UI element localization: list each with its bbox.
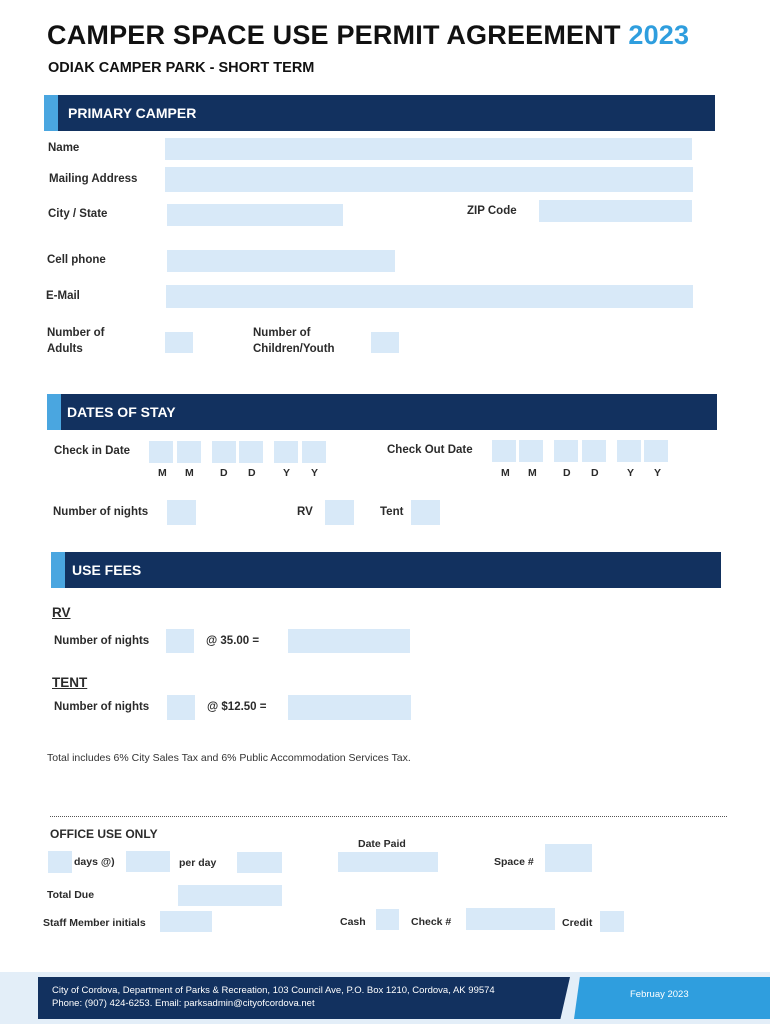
name-field[interactable] bbox=[165, 138, 692, 160]
section-header-use-fees bbox=[65, 552, 721, 588]
check-in-m2-box[interactable] bbox=[177, 441, 201, 463]
check-in-letter-d2: D bbox=[248, 467, 256, 479]
check-in-label: Check in Date bbox=[54, 445, 131, 457]
tent-fee-heading: TENT bbox=[52, 675, 88, 690]
check-in-y2-box[interactable] bbox=[302, 441, 326, 463]
children-label bbox=[253, 325, 335, 357]
stay-nights-field[interactable] bbox=[167, 500, 196, 525]
section-header-dates-of-stay bbox=[61, 394, 717, 430]
check-in-letter-m2: M bbox=[185, 467, 194, 479]
check-out-m2-box[interactable] bbox=[519, 440, 543, 462]
check-in-d1-box[interactable] bbox=[212, 441, 236, 463]
children-label-line2: Children/Youth bbox=[253, 343, 335, 355]
cash-label: Cash bbox=[340, 916, 366, 928]
space-number-label: Space # bbox=[494, 856, 534, 868]
section-tab-dates bbox=[47, 394, 61, 430]
check-number-label: Check # bbox=[411, 916, 452, 928]
check-in-y1-box[interactable] bbox=[274, 441, 298, 463]
check-in-letter-y1: Y bbox=[283, 467, 291, 479]
check-out-y1-box[interactable] bbox=[617, 440, 641, 462]
title-year: 2023 bbox=[628, 20, 690, 50]
section-title: DATES OF STAY bbox=[67, 404, 176, 420]
check-out-m1-box[interactable] bbox=[492, 440, 516, 462]
city-state-label: City / State bbox=[48, 208, 108, 220]
rv-nights-field[interactable] bbox=[166, 629, 194, 653]
zip-code-field[interactable] bbox=[539, 200, 692, 222]
name-label: Name bbox=[48, 142, 80, 154]
dotted-divider bbox=[50, 816, 727, 817]
rv-rate-label: @ 35.00 = bbox=[206, 635, 260, 647]
section-title: PRIMARY CAMPER bbox=[68, 105, 197, 121]
check-out-letter-y2: Y bbox=[654, 467, 662, 479]
page-title bbox=[47, 20, 689, 51]
title-text: CAMPER SPACE USE PERMIT AGREEMENT bbox=[47, 20, 621, 50]
check-in-letter-y2: Y bbox=[311, 467, 319, 479]
stay-tent-field[interactable] bbox=[411, 500, 440, 525]
check-out-d1-box[interactable] bbox=[554, 440, 578, 462]
section-tab-primary bbox=[44, 95, 58, 131]
footer-phone-email: Phone: (907) 424-6253. Email: parksadmin@cityofcordova.net bbox=[52, 998, 315, 1009]
check-number-field[interactable] bbox=[466, 908, 555, 930]
mailing-address-label: Mailing Address bbox=[49, 173, 138, 185]
stay-rv-field[interactable] bbox=[325, 500, 354, 525]
tax-note: Total includes 6% City Sales Tax and 6% Public Accommodation Services Tax. bbox=[47, 752, 411, 764]
check-out-d2-box[interactable] bbox=[582, 440, 606, 462]
staff-initials-label: Staff Member initials bbox=[43, 917, 146, 929]
check-out-y2-box[interactable] bbox=[644, 440, 668, 462]
section-title: USE FEES bbox=[72, 562, 142, 578]
adults-label bbox=[47, 325, 105, 357]
office-days-field[interactable] bbox=[48, 851, 72, 873]
check-out-letter-y1: Y bbox=[627, 467, 635, 479]
date-paid-label: Date Paid bbox=[358, 838, 406, 850]
office-rate-field[interactable] bbox=[126, 851, 170, 872]
credit-label: Credit bbox=[562, 917, 593, 929]
rv-fee-heading: RV bbox=[52, 605, 71, 620]
page-subtitle: ODIAK CAMPER PARK - SHORT TERM bbox=[48, 60, 315, 76]
mailing-address-field[interactable] bbox=[165, 167, 693, 192]
tent-nights-field[interactable] bbox=[167, 695, 195, 720]
staff-initials-field[interactable] bbox=[160, 911, 212, 932]
adults-label-line1: Number of bbox=[47, 327, 105, 339]
total-due-label: Total Due bbox=[47, 889, 95, 901]
date-paid-field[interactable] bbox=[338, 852, 438, 872]
tent-rate-label: @ $12.50 = bbox=[207, 701, 267, 713]
office-per-day-field[interactable] bbox=[237, 852, 282, 873]
footer-date: Februay 2023 bbox=[630, 989, 689, 1000]
zip-code-label: ZIP Code bbox=[467, 205, 517, 217]
cell-phone-label: Cell phone bbox=[47, 254, 106, 266]
section-tab-fees bbox=[51, 552, 65, 588]
office-per-day-label: per day bbox=[179, 857, 217, 869]
footer-address: City of Cordova, Department of Parks & Recreation, 103 Council Ave, P.O. Box 1210, Cordova, AK 99574 bbox=[52, 985, 495, 996]
check-out-letter-d1: D bbox=[563, 467, 571, 479]
space-number-field[interactable] bbox=[545, 844, 592, 872]
check-out-label: Check Out Date bbox=[387, 444, 473, 456]
check-in-letter-d1: D bbox=[220, 467, 228, 479]
rv-total-field[interactable] bbox=[288, 629, 410, 653]
office-days-label: days @) bbox=[74, 856, 115, 868]
stay-nights-label: Number of nights bbox=[53, 506, 149, 518]
stay-tent-label: Tent bbox=[380, 506, 404, 518]
check-in-m1-box[interactable] bbox=[149, 441, 173, 463]
check-in-d2-box[interactable] bbox=[239, 441, 263, 463]
email-field[interactable] bbox=[166, 285, 693, 308]
check-out-letter-m1: M bbox=[501, 467, 510, 479]
cell-phone-field[interactable] bbox=[167, 250, 395, 272]
section-header-primary-camper bbox=[58, 95, 715, 131]
adults-label-line2: Adults bbox=[47, 343, 83, 355]
email-label: E-Mail bbox=[46, 290, 80, 302]
check-out-letter-d2: D bbox=[591, 467, 599, 479]
cash-field[interactable] bbox=[376, 909, 399, 930]
tent-total-field[interactable] bbox=[288, 695, 411, 720]
children-count-field[interactable] bbox=[371, 332, 399, 353]
office-use-heading: OFFICE USE ONLY bbox=[50, 827, 158, 841]
rv-nights-label: Number of nights bbox=[54, 635, 150, 647]
check-out-letter-m2: M bbox=[528, 467, 537, 479]
city-state-field[interactable] bbox=[167, 204, 343, 226]
tent-nights-label: Number of nights bbox=[54, 701, 150, 713]
footer-contact bbox=[52, 984, 495, 1010]
credit-field[interactable] bbox=[600, 911, 624, 932]
check-in-letter-m1: M bbox=[158, 467, 167, 479]
adults-count-field[interactable] bbox=[165, 332, 193, 353]
stay-rv-label: RV bbox=[297, 506, 313, 518]
children-label-line1: Number of bbox=[253, 327, 311, 339]
total-due-field[interactable] bbox=[178, 885, 282, 906]
